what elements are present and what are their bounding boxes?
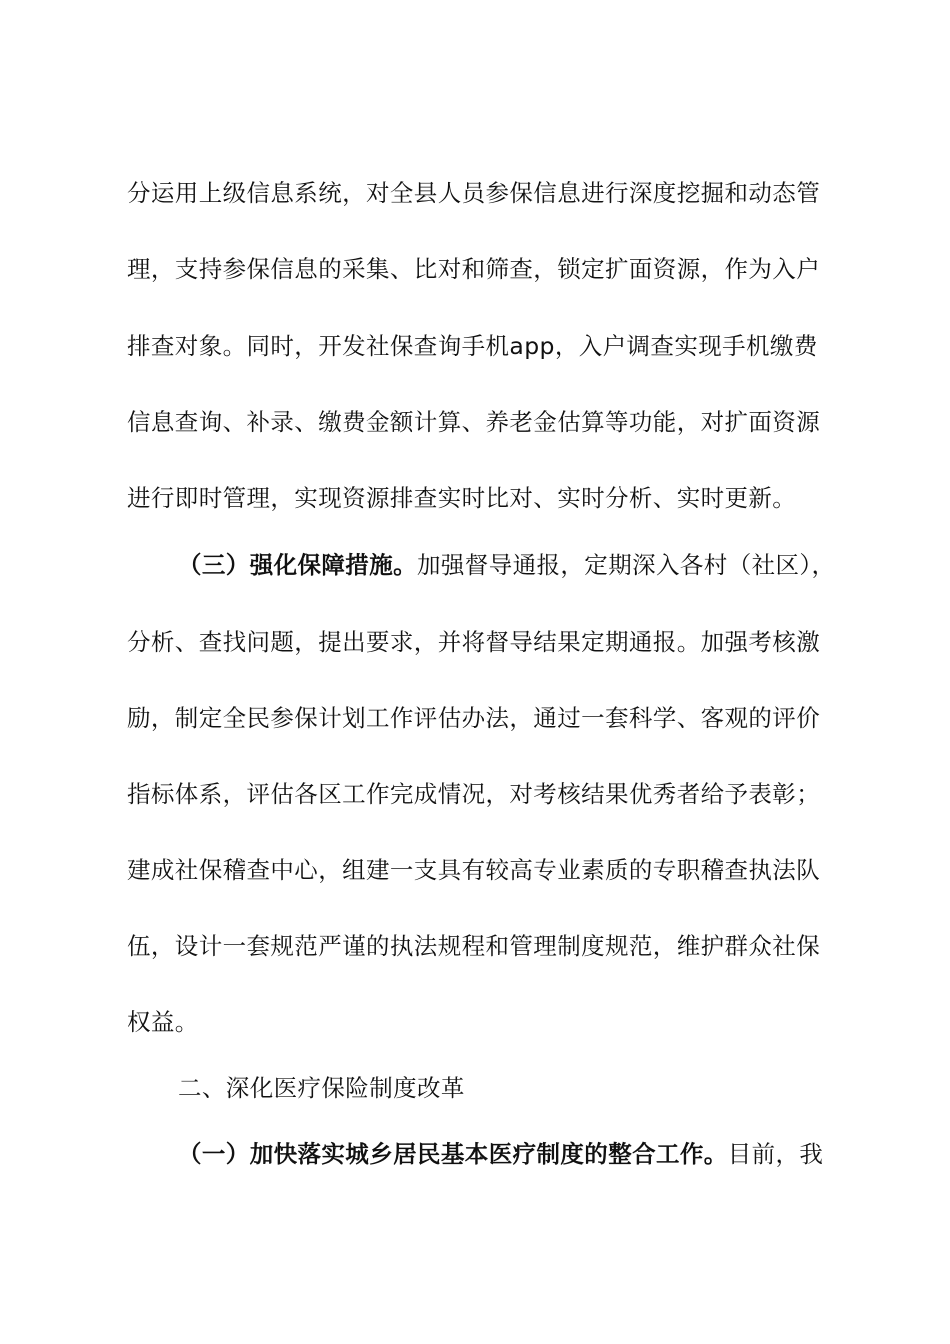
paragraph-first-line <box>178 1139 848 1169</box>
paragraph-line: 伍，设计一套规范严谨的执法规程和管理制度规范，维护群众社保 <box>127 932 821 960</box>
paragraph-line: 建成社保稽查中心，组建一支具有较高专业素质的专职稽查执法队 <box>127 856 821 884</box>
paragraph-line: 分运用上级信息系统，对全县人员参保信息进行深度挖掘和动态管 <box>127 179 821 207</box>
paragraph-first-line <box>178 550 848 580</box>
paragraph-line: 理，支持参保信息的采集、比对和筛查，锁定扩面资源，作为入户 <box>127 255 821 283</box>
paragraph-line: 励，制定全民参保计划工作评估办法，通过一套科学、客观的评价 <box>127 704 821 732</box>
bold-lead-heading: （三）强化保障措施。 <box>178 551 417 579</box>
bold-lead-heading: （一）加快落实城乡居民基本医疗制度的整合工作。 <box>178 1140 728 1168</box>
paragraph-line: 分析、查找问题，提出要求，并将督导结果定期通报。加强考核激 <box>127 628 821 656</box>
paragraph-line: 指标体系，评估各区工作完成情况，对考核结果优秀者给予表彰； <box>127 780 821 808</box>
paragraph-line: 信息查询、补录、缴费金额计算、养老金估算等功能，对扩面资源 <box>127 408 821 436</box>
paragraph-text: 加强督导通报，定期深入各村（社区）， <box>417 551 836 579</box>
paragraph-line: 权益。 <box>127 1008 199 1036</box>
paragraph-line: 进行即时管理，实现资源排查实时比对、实时分析、实时更新。 <box>127 484 797 512</box>
paragraph-text: 目前，我 <box>727 1140 824 1168</box>
section-heading: 二、深化医疗保险制度改革 <box>178 1074 465 1102</box>
paragraph-line: 排查对象。同时，开发社保查询手机app，入户调查实现手机缴费 <box>127 332 818 360</box>
